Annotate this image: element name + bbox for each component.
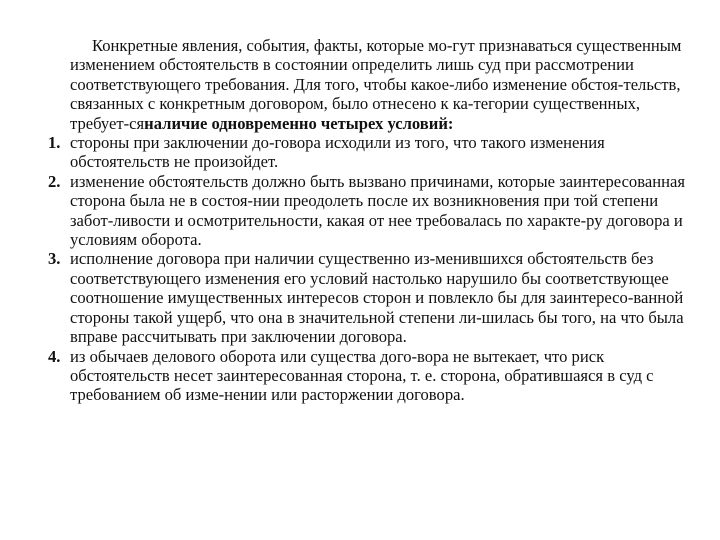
list-item-text: изменение обстоятельств должно быть вызвано причинами, которые заинтересованная сторона была не в состоя-нии преодолеть после их возникновения при той степени забот-ливости и осмотрительности, какая от нее требовалась по характе-ру договора и условиям оборота. — [70, 171, 685, 250]
list-item-text: исполнение договора при наличии существенно из-менившихся обстоятельств без соответствующего изменения его условий настолько нарушило бы соответствующее соотношение имущественных интересов сторон и повлекло бы для заинтересо-ванной стороны такой ущерб, что она в значительной степени ли-шилась бы того, на что была вправе рассчитывать при заключении договора. — [70, 249, 684, 347]
list-item — [48, 172, 694, 250]
list-item-number: 1. — [48, 133, 61, 153]
list-item-number: 3. — [48, 249, 61, 269]
list-item-number: 4. — [48, 346, 61, 366]
list-item — [48, 133, 694, 172]
intro-bold-text: наличие одновременно четырех условий: — [144, 113, 454, 133]
list-item — [48, 347, 694, 405]
list-item-text: из обычаев делового оборота или существа дого-вора не вытекает, что риск обстоятельств несет заинтересованная сторона, т. е. сторона, обратившаяся в суд с требованием об изме-нении или расторжении договора. — [70, 346, 654, 405]
list-item — [48, 249, 694, 346]
intro-text: Конкретные явления, события, факты, которые мо-гут признаваться существенным изменением обстоятельств в состоянии определить лишь суд при рассмотрении соответствующего требования. Для того, чтобы какое-либо изменение обстоя-тельств, связанных с конкретным договором, было отнесено к ка-тегории существенных, требует-ся — [70, 36, 682, 133]
list-item-number: 2. — [48, 171, 61, 191]
list-item-text: стороны при заключении до-говора исходили из того, что такого изменения обстоятельств не произойдет. — [70, 133, 605, 172]
conditions-list — [48, 133, 694, 405]
slide-body — [48, 36, 694, 405]
intro-paragraph — [48, 36, 694, 133]
